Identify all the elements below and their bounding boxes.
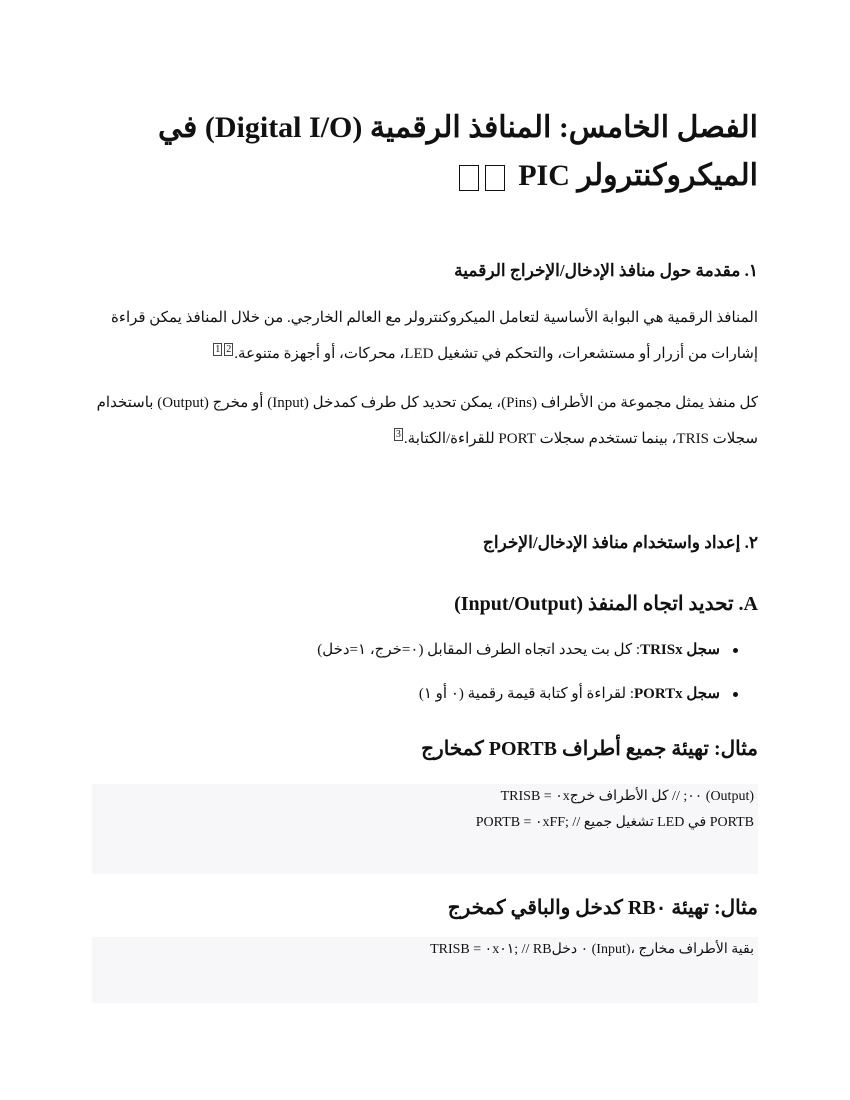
paragraph-text: كل منفذ يمثل مجموعة من الأطراف (Pins)، يمكن تحديد كل طرف كمدخل (Input) أو مخرج (Output) باستخدام سجلات TRIS، بينما تستخدم سجلات PORT للقراءة/الكتابة. bbox=[96, 395, 758, 447]
paragraph-text: المنافذ الرقمية هي البوابة الأساسية لتعامل الميكروكنترولر مع العالم الخارجي. من خلال المنافذ يمكن قراءة إشارات من أزرار أو مستشعرات، والتحكم في تشغيل LED، محركات، أو أجهزة متنوعة. bbox=[111, 310, 758, 362]
title-line-2: الميكروكنترولر PIC bbox=[518, 159, 758, 192]
register-list bbox=[92, 638, 758, 726]
code-block-1 bbox=[92, 784, 758, 874]
code-line: TRISB = ٠x٠١; // RB٠ دخل (Input)، بقية الأطراف مخارج bbox=[430, 942, 754, 957]
code-block-2 bbox=[92, 937, 758, 1003]
citation-marker[interactable]: 3 bbox=[395, 429, 401, 440]
subsection-a-heading: A. تحديد اتجاه المنفذ (Input/Output) bbox=[454, 593, 758, 615]
example-1-heading: مثال: تهيئة جميع أطراف PORTB كمخارج bbox=[421, 738, 758, 760]
list-item bbox=[92, 682, 758, 726]
title-line-1: الفصل الخامس: المنافذ الرقمية (Digital I/O) في bbox=[158, 111, 758, 144]
section-1-paragraph-2 bbox=[92, 387, 758, 455]
code-line: TRISB = ٠x٠٠; // كل الأطراف خرج (Output) bbox=[500, 789, 754, 804]
list-item-term: سجل TRISx bbox=[640, 642, 720, 658]
bullet-icon bbox=[733, 648, 738, 653]
list-item-text: : لقراءة أو كتابة قيمة رقمية (٠ أو ١) bbox=[418, 686, 634, 702]
example-2-heading: مثال: تهيئة RB٠ كدخل والباقي كمخرج bbox=[447, 897, 758, 919]
missing-glyph-icon bbox=[459, 165, 479, 191]
section-1-heading: ١. مقدمة حول منافذ الإدخال/الإخراج الرقمية bbox=[454, 261, 758, 280]
bullet-icon bbox=[733, 692, 738, 697]
section-2-heading: ٢. إعداد واستخدام منافذ الإدخال/الإخراج bbox=[482, 533, 758, 552]
code-line: PORTB = ٠xFF; // تشغيل جميع LED في PORTB bbox=[475, 815, 754, 830]
citation-marker[interactable]: 2 bbox=[226, 344, 232, 355]
document-page bbox=[92, 0, 758, 1100]
list-item bbox=[92, 638, 758, 682]
list-item-text: : كل بت يحدد اتجاه الطرف المقابل (٠=خرج، ١=دخل) bbox=[317, 642, 641, 658]
section-1-paragraph-1 bbox=[92, 302, 758, 370]
page-title bbox=[92, 104, 758, 200]
citation-marker[interactable]: 1 bbox=[215, 344, 221, 355]
list-item-term: سجل PORTx bbox=[633, 686, 720, 702]
missing-glyph-icon bbox=[485, 165, 505, 191]
